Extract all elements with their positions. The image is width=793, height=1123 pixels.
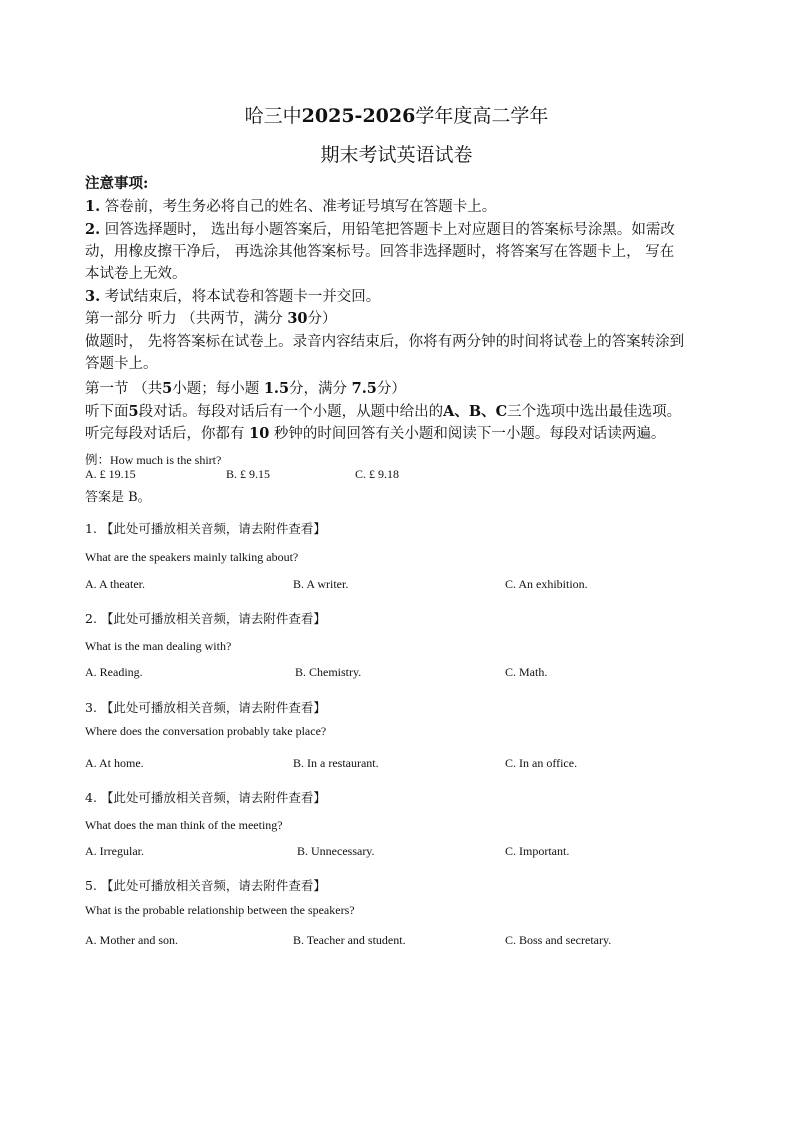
question-2-text: What is the man dealing with? bbox=[85, 639, 232, 653]
question-2-option-a: A. Reading. bbox=[85, 665, 143, 679]
example-option-b: B. £ 9.15 bbox=[226, 467, 271, 481]
question-4-option-c: C. Important. bbox=[505, 844, 570, 858]
question-2-header: 2. 【此处可播放相关音频，请去附件查看】 bbox=[85, 611, 326, 626]
notice-item-1: 1. 答卷前，考生务必将自己的姓名、准考证号填写在答题卡上。 bbox=[85, 198, 497, 215]
exam-title-line1 bbox=[0, 101, 793, 128]
question-3-header: 3. 【此处可播放相关音频，请去附件查看】 bbox=[85, 700, 326, 715]
title-grade: 学年度高二学年 bbox=[415, 105, 549, 127]
title-school: 哈三中 bbox=[244, 105, 302, 127]
section1-heading: 第一节 （共5小题；每小题 1.5分，满分 7.5分） bbox=[85, 380, 406, 397]
part1-description: 做题时， 先将答案标在试卷上。录音内容结束后，你将有两分钟的时间将试卷上的答案转涂到 答题卡上。 bbox=[85, 334, 685, 372]
example-option-a: A. £ 19.15 bbox=[85, 467, 136, 481]
question-3-option-b: B. In a restaurant. bbox=[293, 756, 379, 770]
question-3-option-a: A. At home. bbox=[85, 756, 144, 770]
example-answer: 答案是 B。 bbox=[85, 490, 151, 505]
notice-item-2: 2. 回答选择题时， 选出每小题答案后，用铅笔把答题卡上对应题目的答案标号涂黑。如需改 动，用橡皮擦干净后， 再选涂其他答案标号。回答非选择题时，将答案写在答题卡上， 写在 本试卷上无效。 bbox=[85, 221, 675, 282]
title-year: 2025-2026 bbox=[301, 105, 416, 127]
question-5-option-b: B. Teacher and student. bbox=[293, 933, 406, 947]
question-1-option-c: C. An exhibition. bbox=[505, 577, 588, 591]
section1-instructions: 听下面5段对话。每段对话后有一个小题，从题中给出的A、B、C三个选项中选出最佳选项。 听完每段对话后，你都有 10 秒钟的时间回答有关小题和阅读下一小题。每段对话读两遍。 bbox=[85, 403, 682, 442]
question-2-option-c: C. Math. bbox=[505, 665, 548, 679]
question-4-option-b: B. Unnecessary. bbox=[297, 844, 375, 858]
exam-title-line2: 期末考试英语试卷 bbox=[320, 144, 473, 166]
question-5-option-c: C. Boss and secretary. bbox=[505, 933, 612, 947]
question-2-option-b: B. Chemistry. bbox=[295, 665, 362, 679]
notice-heading: 注意事项: bbox=[85, 175, 149, 192]
question-1-header: 1. 【此处可播放相关音频，请去附件查看】 bbox=[85, 521, 326, 536]
question-1-option-a: A. A theater. bbox=[85, 577, 145, 591]
question-3-text: Where does the conversation probably take place? bbox=[85, 724, 327, 738]
question-4-option-a: A. Irregular. bbox=[85, 844, 144, 858]
question-5-text: What is the probable relationship between the speakers? bbox=[85, 903, 355, 917]
question-5-header: 5. 【此处可播放相关音频，请去附件查看】 bbox=[85, 878, 326, 893]
question-1-text: What are the speakers mainly talking about? bbox=[85, 550, 299, 564]
question-4-header: 4. 【此处可播放相关音频，请去附件查看】 bbox=[85, 790, 326, 805]
example-option-c: C. £ 9.18 bbox=[355, 467, 400, 481]
notice-item-3: 3. 考试结束后，将本试卷和答题卡一并交回。 bbox=[85, 288, 381, 305]
question-1-option-b: B. A writer. bbox=[293, 577, 349, 591]
part1-heading: 第一部分 听力 （共两节，满分 30分） bbox=[85, 310, 337, 327]
example-question: 例：How much is the shirt? bbox=[85, 453, 222, 467]
question-3-option-c: C. In an office. bbox=[505, 756, 578, 770]
question-4-text: What does the man think of the meeting? bbox=[85, 818, 283, 832]
question-5-option-a: A. Mother and son. bbox=[85, 933, 178, 947]
